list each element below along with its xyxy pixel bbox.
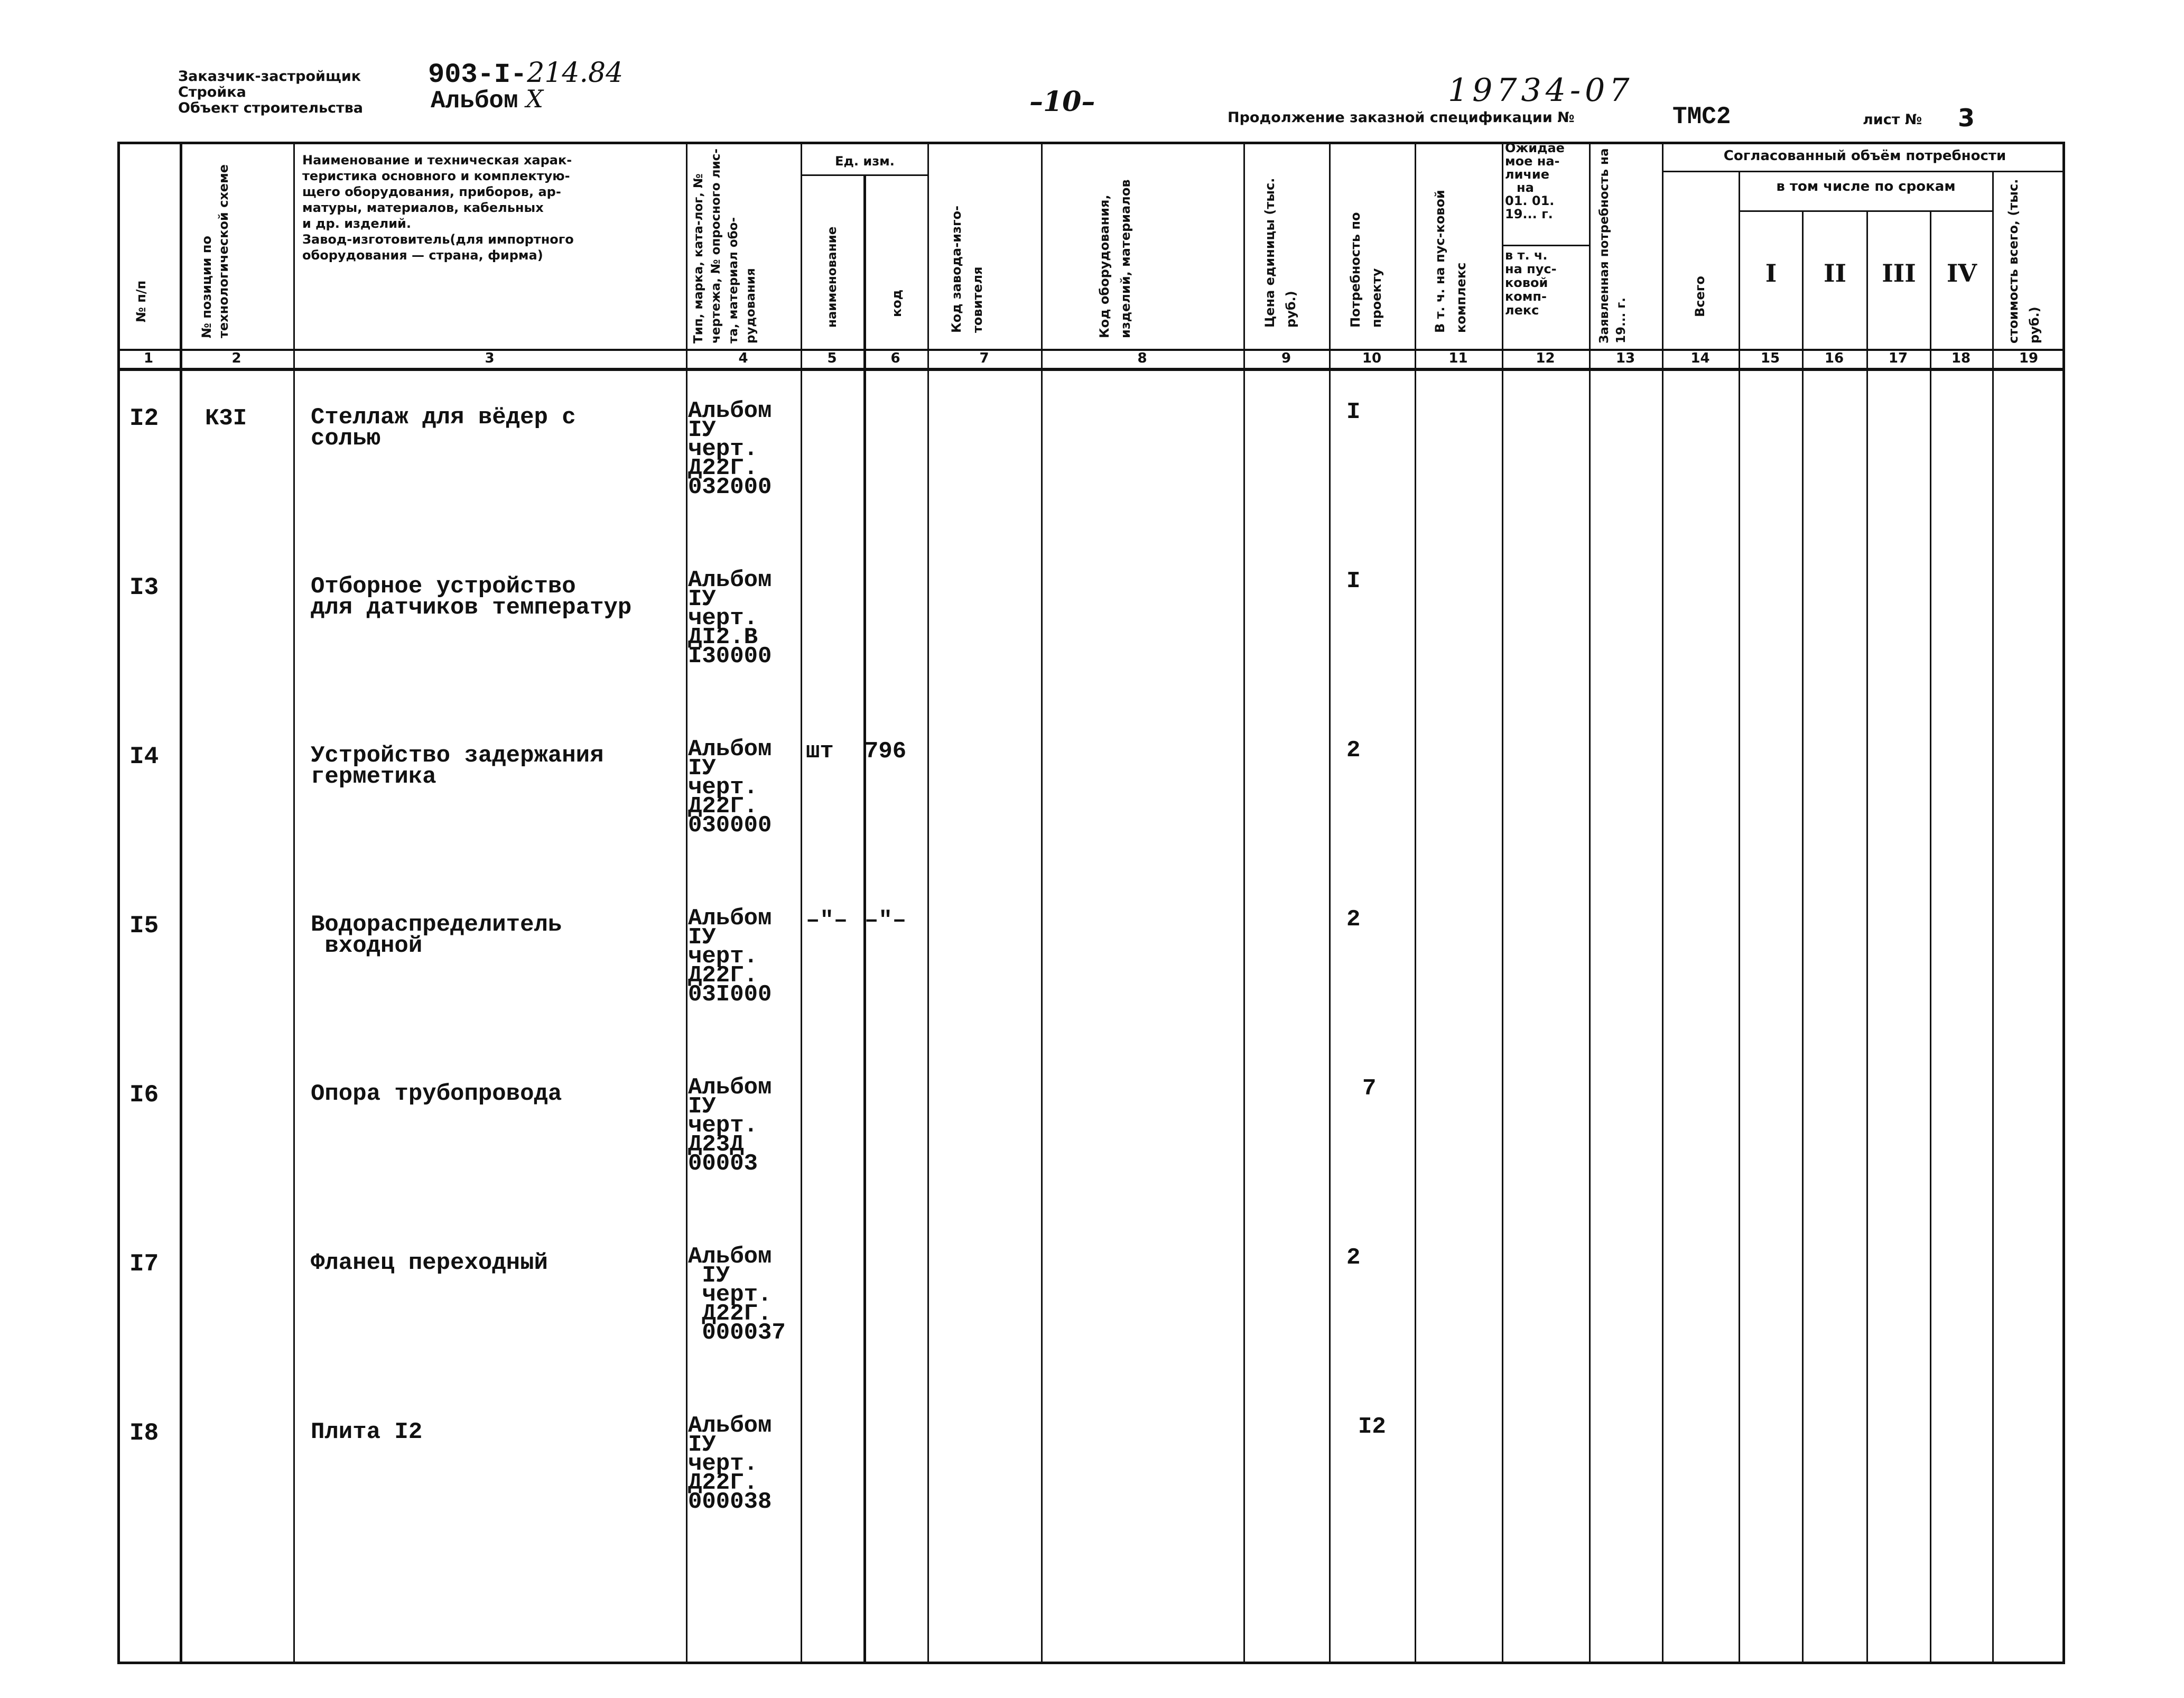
col-header-3: [302, 152, 683, 263]
row-number: I2: [129, 405, 159, 432]
doc-code-typed: 903-I-: [428, 59, 527, 90]
row-unit-code: 796: [865, 738, 907, 765]
column-number: 4: [738, 350, 748, 366]
row-unit-name: –"–: [806, 907, 848, 934]
col-divider-7: [1041, 142, 1043, 1664]
col-header-14: Всего: [1693, 276, 1707, 317]
row-item-name: Устройство задержания герметика: [311, 743, 604, 790]
col-divider-17: [1930, 210, 1931, 1664]
unit-group-header: Ед. изм.: [835, 154, 895, 169]
doc-code-hand: 214.84: [527, 57, 624, 89]
sheet-number: 3: [1958, 104, 1975, 132]
row-unit-code: –"–: [865, 907, 907, 934]
col-header-19: стоимость всего, (тыс. руб.): [2006, 179, 2042, 344]
col-divider-12: [1589, 142, 1591, 1664]
row-item-name: Плита I2: [311, 1419, 423, 1445]
row-type-drawing: Альбом IУ черт. Д22Г. 000038: [688, 1413, 772, 1515]
row-type-drawing: Альбом IУ черт. Д22Г. 032000: [688, 398, 772, 500]
col-divider-3: [686, 142, 687, 1664]
column-number: 13: [1615, 350, 1635, 366]
row-item-name: Стеллаж для вёдер с солью: [311, 404, 576, 452]
col-divider-15: [1802, 210, 1804, 1664]
col-header-12-top-line-6: 19... г.: [1505, 207, 1553, 221]
row-item-name: Фланец переходный: [311, 1250, 548, 1276]
row-unit-name: шт: [806, 738, 834, 765]
col-header-18: IV: [1946, 259, 1977, 287]
row-project-need: I: [1346, 568, 1361, 595]
col-header-7: Код завода-изго-товителя: [949, 206, 985, 333]
row-item-name: Водораспределитель входной: [311, 912, 562, 959]
row-number: I5: [129, 912, 159, 940]
col12-divider: [1502, 245, 1589, 246]
col-header-11: В т. ч. на пус-ковой комплекс: [1433, 190, 1469, 333]
column-number: 14: [1690, 350, 1710, 366]
row-type-drawing: Альбом IУ черт. ДI2.В I30000: [688, 567, 772, 670]
col-header-3-line-7: оборудования — страна, фирма): [302, 248, 543, 263]
col-header-3-line-1: Наименование и техническая харак-: [302, 153, 572, 168]
col-divider-11: [1502, 142, 1503, 1664]
customer-label: Заказчик-застройщик: [178, 68, 361, 85]
column-number: 19: [2019, 350, 2039, 366]
row-type-drawing: Альбом IУ черт. Д22Г. 030000: [688, 736, 772, 839]
col-header-2: № позиции по технологической схеме: [199, 164, 231, 338]
continuation-label: Продолжение заказной спецификации №: [1228, 109, 1575, 126]
col-header-17: III: [1882, 259, 1916, 287]
row-number: I4: [129, 743, 159, 771]
column-number: 5: [827, 350, 837, 366]
album-label: [431, 85, 543, 115]
agreed-group-header: Согласованный объём потребности: [1723, 148, 2006, 164]
col-header-9: Цена единицы (тыс. руб.): [1262, 178, 1298, 328]
row-position: К3I: [205, 405, 247, 432]
col-divider-2: [293, 142, 295, 1664]
col-divider-6: [927, 142, 929, 1664]
col-header-13: Заявленная потребность на 19... г.: [1597, 148, 1628, 344]
col-header-12-bottom: [1505, 248, 1588, 317]
col-header-10: Потребность по проекту: [1348, 212, 1384, 328]
column-number: 7: [979, 350, 989, 366]
album-number-hand: X: [526, 85, 544, 113]
doc-number: 19734-07: [1448, 72, 1634, 109]
col-header-12-bottom-line-5: лекс: [1505, 303, 1539, 318]
col-header-12-top-line-4: на: [1517, 180, 1534, 195]
row-project-need: 2: [1346, 906, 1361, 933]
row-item-name: Опора трубопровода: [311, 1081, 562, 1107]
row-number: I8: [129, 1419, 159, 1447]
terms-group-divider: [1739, 210, 1992, 212]
col-header-8: Код оборудования, изделий, материалов: [1097, 179, 1133, 338]
column-number: 12: [1536, 350, 1555, 366]
col-header-12-top-line-1: Ожидае: [1505, 141, 1565, 155]
col-divider-9: [1329, 142, 1331, 1664]
col-header-16: II: [1823, 259, 1847, 287]
col-header-12-top-line-5: 01. 01.: [1505, 193, 1555, 208]
col-header-6: код: [889, 289, 904, 317]
col-header-5: наименование: [825, 226, 839, 328]
site-label: Стройка: [178, 84, 246, 100]
header-bottom-divider: [117, 368, 2065, 371]
column-number: 15: [1760, 350, 1780, 366]
row-number: I7: [129, 1250, 159, 1278]
agreed-group-divider: [1662, 171, 2065, 172]
column-number: 2: [231, 350, 241, 366]
row-item-name: Отборное устройство для датчиков температур: [311, 573, 632, 621]
object-label: Объект строительства: [178, 100, 363, 116]
column-number: 16: [1824, 350, 1844, 366]
column-number: 1: [143, 350, 154, 366]
row-project-need: 2: [1346, 737, 1361, 764]
terms-group-header: в том числе по срокам: [1776, 179, 1956, 194]
col-header-15: I: [1765, 259, 1777, 287]
col-header-3-line-3: щего оборудования, приборов, ар-: [302, 184, 561, 199]
col-divider-13: [1662, 142, 1663, 1664]
col-header-3-line-4: матуры, материалов, кабельных: [302, 200, 544, 215]
col-divider-10: [1415, 142, 1416, 1664]
row-number: I6: [129, 1081, 159, 1109]
column-number: 8: [1137, 350, 1147, 366]
page-number: –10–: [1029, 86, 1095, 118]
col-header-4: Тип, марка, ката-лог, № чертежа, № опросного лис-та, материал обо-рудования: [692, 149, 758, 344]
col-divider-8: [1243, 142, 1245, 1664]
col-header-3-line-5: и др. изделий.: [302, 216, 411, 231]
col-header-12-bottom-line-3: ковой: [1505, 275, 1548, 290]
row-type-drawing: Альбом IУ черт. Д22Г. 000037: [688, 1244, 786, 1346]
col-divider-18: [1992, 171, 1994, 1664]
column-number: 10: [1362, 350, 1382, 366]
col-header-12-top-line-2: мое на-: [1505, 154, 1560, 169]
col-divider-16: [1866, 210, 1868, 1664]
column-number: 6: [890, 350, 900, 366]
col-divider-4: [801, 142, 802, 1664]
row-project-need: 2: [1346, 1245, 1361, 1271]
col-header-12-top-line-3: личие: [1505, 167, 1549, 182]
sheet-label: лист №: [1863, 112, 1922, 128]
col-header-12-bottom-line-4: комп-: [1505, 289, 1547, 304]
row-project-need: 7: [1362, 1075, 1377, 1102]
col-header-12-top: [1505, 142, 1588, 221]
col-header-12-bottom-line-1: в т. ч.: [1505, 248, 1548, 263]
column-number: 18: [1951, 350, 1971, 366]
col-header-3-line-2: теристика основного и комплектую-: [302, 169, 570, 183]
column-number: 11: [1448, 350, 1468, 366]
row-number: I3: [129, 574, 159, 601]
row-project-need: I2: [1358, 1414, 1386, 1440]
column-number: 3: [485, 350, 495, 366]
row-type-drawing: Альбом IУ черт. Д22Г. 03I000: [688, 905, 772, 1008]
col-divider-14: [1739, 171, 1740, 1664]
row-project-need: I: [1346, 399, 1361, 425]
row-type-drawing: Альбом IУ черт. Д23Д 00003: [688, 1074, 772, 1177]
column-number: 17: [1888, 350, 1908, 366]
col-header-3-line-6: Завод-изготовитель(для импортного: [302, 232, 574, 247]
column-number: 9: [1281, 350, 1291, 366]
spec-number: ТМС2: [1672, 103, 1731, 131]
col-divider-1: [180, 142, 182, 1664]
col-header-12-bottom-line-2: на пус-: [1505, 262, 1557, 276]
album-label-typed: Альбом: [431, 87, 518, 115]
col-header-1: № п/п: [134, 280, 148, 322]
